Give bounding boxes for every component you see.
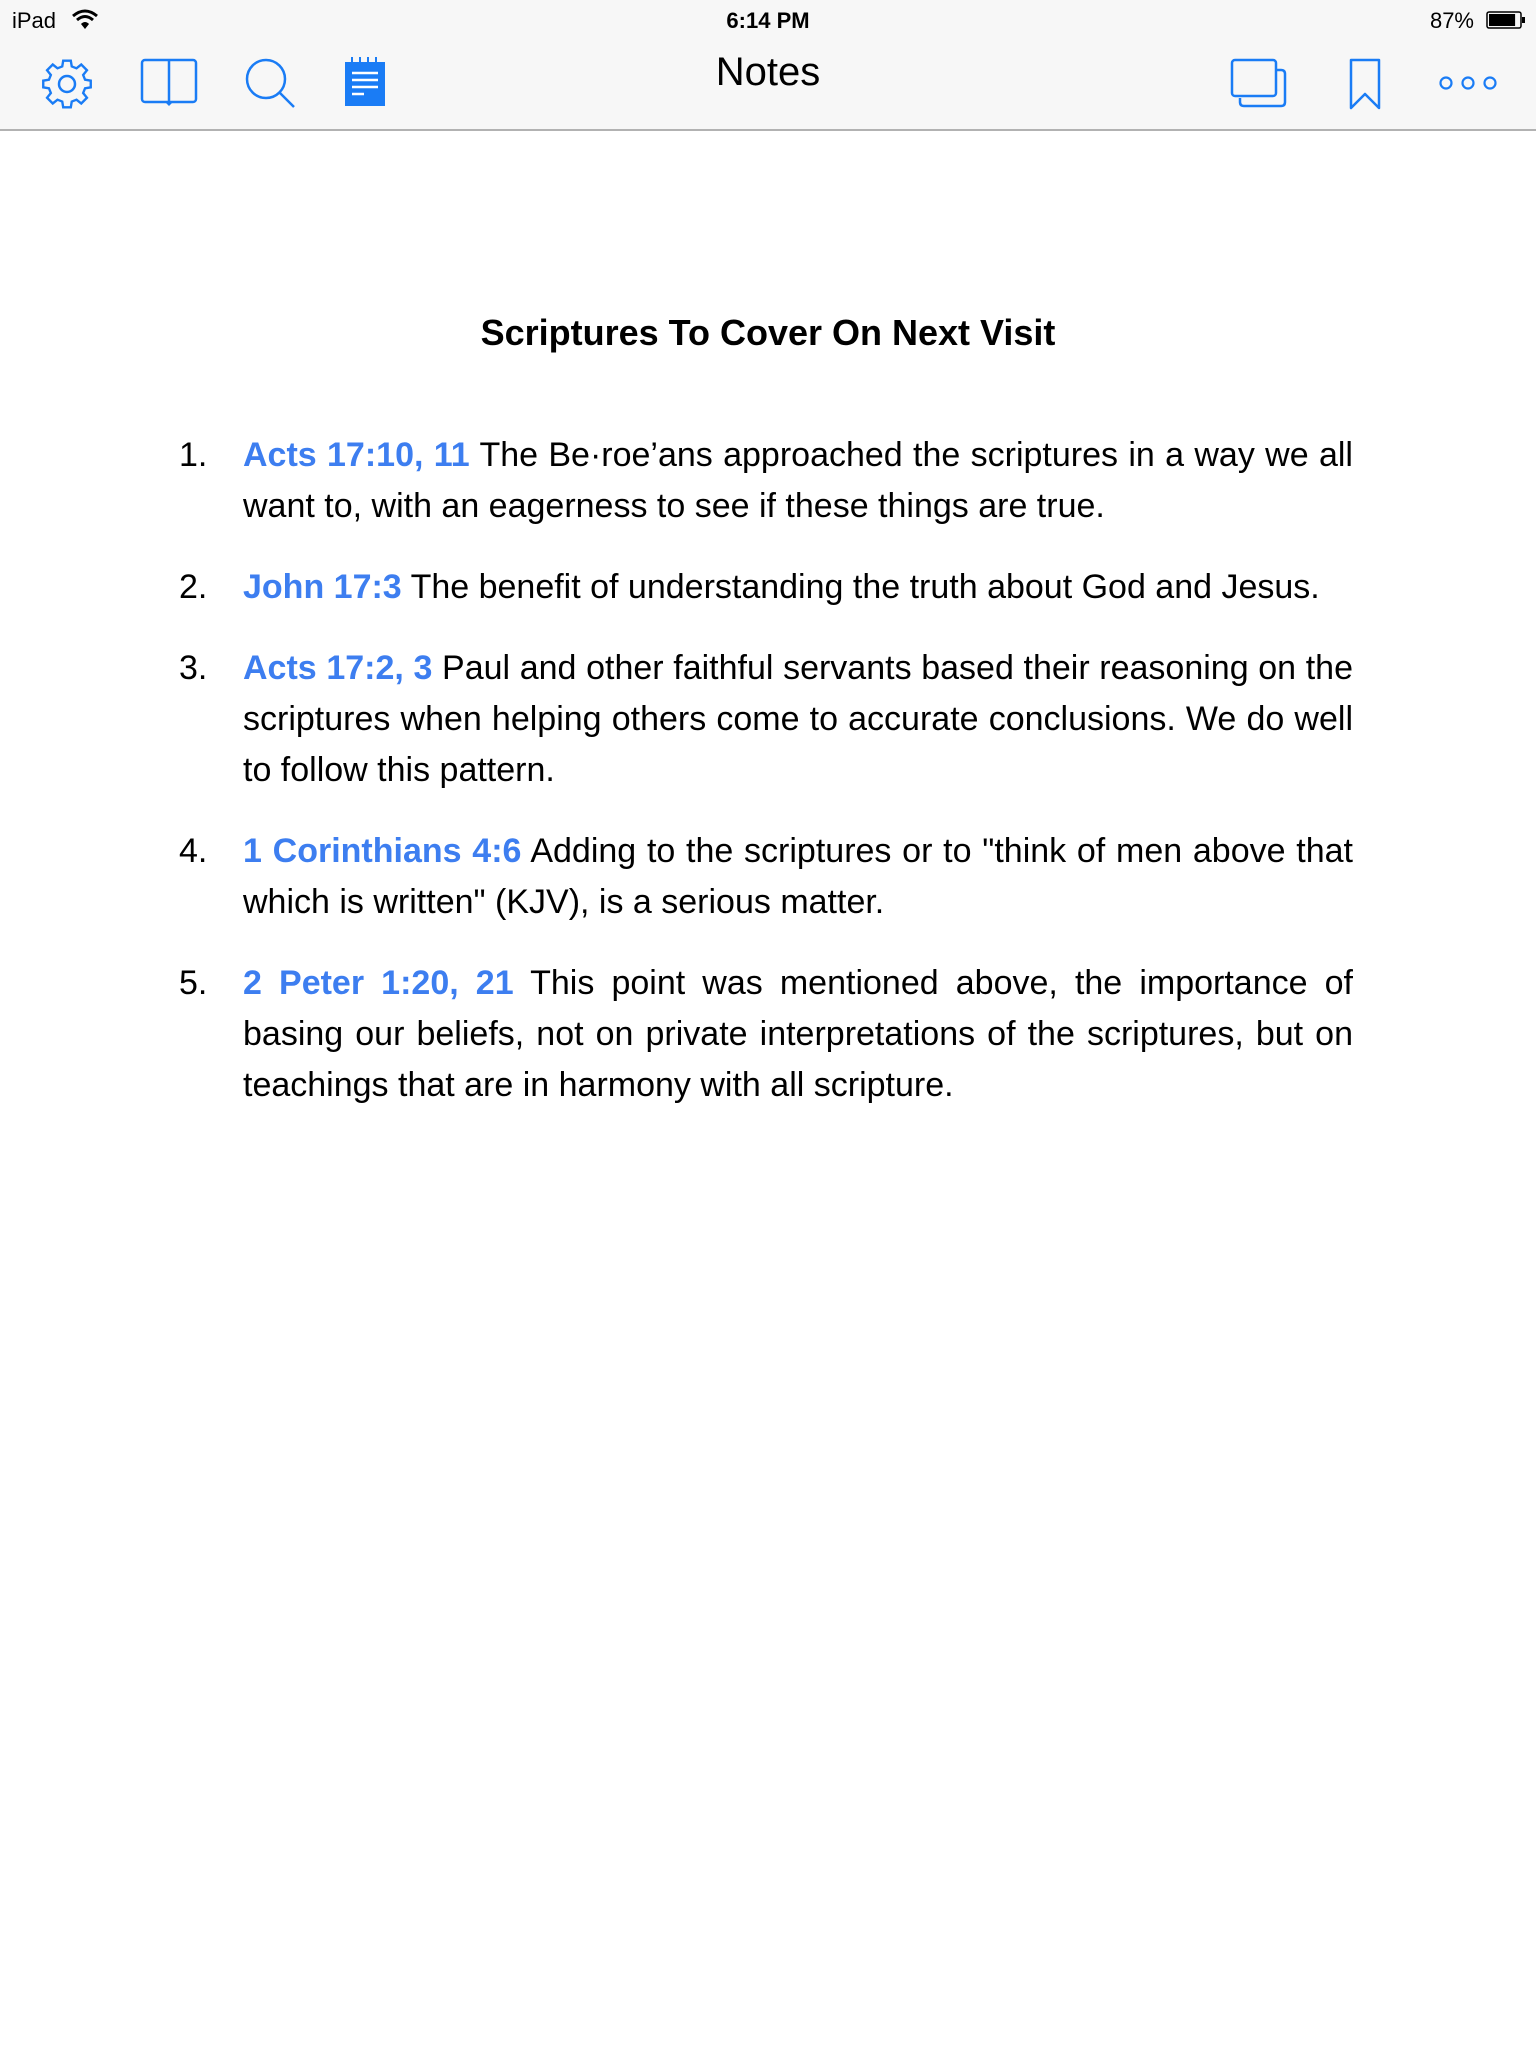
list-item: [0, 958, 1536, 1111]
scripture-link[interactable]: 1 Corinthians 4:6: [243, 832, 522, 870]
note-heading: Scriptures To Cover On Next Visit: [480, 312, 1056, 353]
page-title: Notes: [715, 50, 821, 94]
item-number: 4.: [179, 832, 208, 870]
scripture-link[interactable]: 2 Peter 1:20, 21: [243, 964, 514, 1002]
list-item: [0, 643, 1536, 796]
more-icon[interactable]: [1438, 74, 1498, 92]
item-text: The benefit of understanding the truth about God and Jesus.: [410, 568, 1320, 606]
scripture-link[interactable]: Acts 17:2, 3: [243, 649, 433, 687]
item-text: The Be·roe’ans approached the scriptures in a way we all want to, with an eagerness to see if these things are true.: [243, 436, 1353, 525]
item-text: Adding to the scriptures or to "think of men above that which is written" (KJV), is a serious matter.: [243, 832, 1353, 921]
list-item: [0, 430, 1536, 532]
item-text: This point was mentioned above, the importance of basing our beliefs, not on private interpretations of the scriptures, but on teachings that are in harmony with all scripture.: [243, 964, 1353, 1104]
scripture-link[interactable]: John 17:3: [243, 568, 402, 606]
item-number: 2.: [179, 568, 208, 606]
item-number: 3.: [179, 649, 208, 687]
list-item: [0, 826, 1536, 928]
battery-percent: 87%: [1429, 8, 1474, 33]
item-number: 1.: [179, 436, 208, 474]
battery-icon: [1486, 11, 1526, 29]
scripture-link[interactable]: Acts 17:10, 11: [243, 436, 470, 474]
scripture-list: [0, 430, 1536, 1111]
status-bar: [0, 0, 1536, 40]
carrier-label: iPad: [12, 8, 57, 33]
item-number: 5.: [179, 964, 208, 1002]
item-text: Paul and other faithful servants based their reasoning on the scriptures when helping others come to accurate conclusions. We do well to follow this pattern.: [243, 649, 1353, 789]
top-bar: [0, 0, 1536, 131]
status-time: 6:14 PM: [726, 8, 810, 33]
bookmark-icon[interactable]: [1348, 58, 1382, 110]
list-item: [0, 562, 1536, 613]
windows-icon[interactable]: [1230, 58, 1288, 108]
